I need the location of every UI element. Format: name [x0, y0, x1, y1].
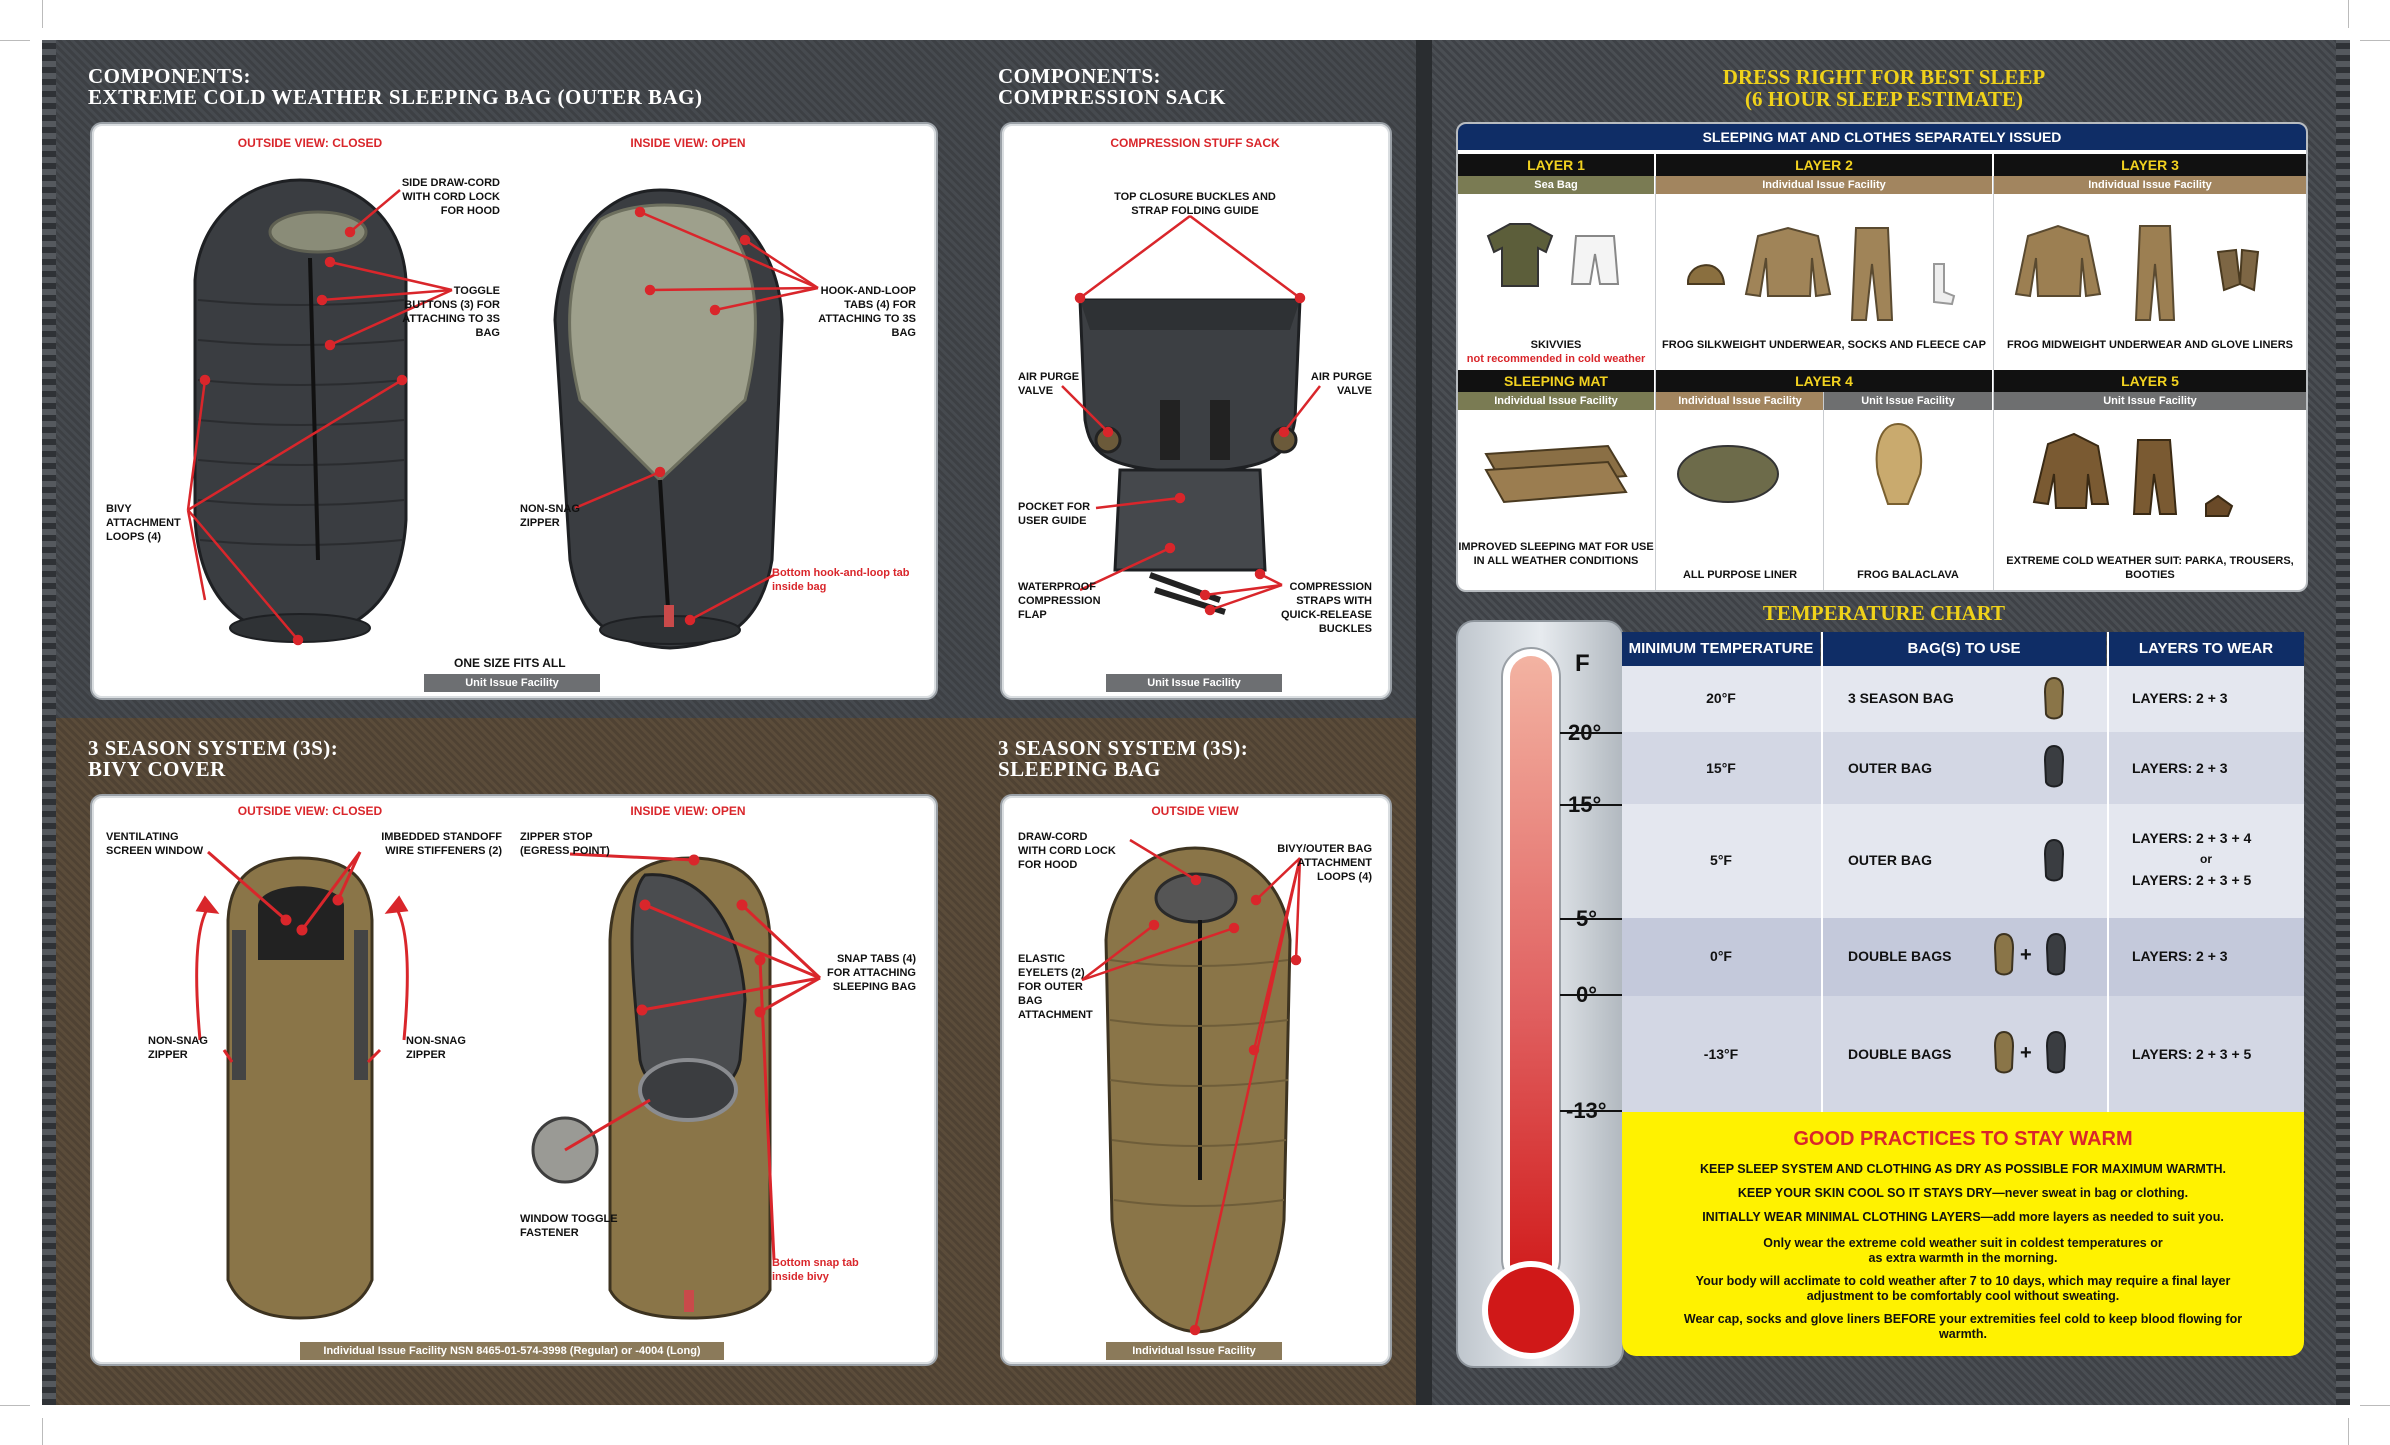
layer5-heading: LAYER 5	[1994, 370, 2306, 392]
clothing-table-header: SLEEPING MAT AND CLOTHES SEPARATELY ISSUED	[1458, 124, 2306, 150]
three-season-bag-icon	[2042, 676, 2066, 722]
tick-minus-13: -13°	[1566, 1098, 1607, 1123]
label-top-closure: TOP CLOSURE BUCKLES AND STRAP FOLDING GUIDE	[1114, 191, 1276, 217]
label-compression-straps: COMPRESSION STRAPS WITH QUICK-RELEASE BUCKLES	[1280, 581, 1372, 635]
row-layers: LAYERS: 2 + 3	[2132, 690, 2228, 706]
compression-sack-title-line1: COMPONENTS:	[998, 64, 1161, 88]
row-bag: DOUBLE BAGS	[1848, 948, 1952, 964]
label-elastic-eyelets: ELASTIC EYELETS (2) FOR OUTER BAG ATTACHMENT	[1018, 953, 1093, 1021]
row-bag: 3 SEASON BAG	[1848, 690, 1954, 706]
mat-caption: IMPROVED SLEEPING MAT FOR USE IN ALL WEATHER CONDITIONS	[1458, 541, 1654, 567]
season-bag-heading: OUTSIDE VIEW	[1151, 804, 1239, 818]
bivy-title-line2: BIVY COVER	[88, 757, 226, 781]
layer3-caption: FROG MIDWEIGHT UNDERWEAR AND GLOVE LINERS	[2007, 339, 2293, 351]
thermometer-unit: F	[1575, 650, 1590, 677]
label-bottom-tab: Bottom hook-and-loop tab inside bag	[772, 567, 910, 593]
practice-line: Your body will acclimate to cold weather after 7 to 10 days, which may require a final layer adjustment to be comfortably cool without sweating.	[1695, 1274, 2231, 1303]
temperature-title: TEMPERATURE CHART	[1762, 601, 2006, 625]
header-bags: BAG(S) TO USE	[1822, 632, 2106, 666]
label-hook-loop-tabs: HOOK-AND-LOOP TABS (4) FOR ATTACHING TO 3S BAG	[818, 285, 916, 339]
season-bag-title-line2: SLEEPING BAG	[998, 757, 1161, 781]
season-bag-title-line1: 3 SEASON SYSTEM (3S):	[998, 736, 1249, 760]
layer3-heading: LAYER 3	[1994, 154, 2306, 176]
outer-bag-icon	[2042, 744, 2066, 790]
header-layers: LAYERS TO WEAR	[2108, 632, 2304, 666]
tick-0: 0°	[1576, 982, 1598, 1007]
practice-line: INITIALLY WEAR MINIMAL CLOTHING LAYERS—add more layers as needed to suit you.	[1702, 1210, 2224, 1224]
temp-row	[1622, 804, 2304, 918]
plus-sign: +	[2020, 1042, 2032, 1064]
label-season-draw-cord: DRAW-CORD WITH CORD LOCK FOR HOOD	[1018, 831, 1116, 871]
header-min-temp: MINIMUM TEMPERATURE	[1622, 632, 1820, 666]
label-snap-tabs: SNAP TABS (4) FOR ATTACHING SLEEPING BAG	[826, 953, 916, 993]
label-toggle-buttons: TOGGLE BUTTONS (3) FOR ATTACHING TO 3S BAG	[402, 285, 500, 339]
outer-bag-icon	[2042, 838, 2066, 884]
label-window-toggle: WINDOW TOGGLE FASTENER	[520, 1213, 618, 1239]
compression-sack-title-line2: COMPRESSION SACK	[998, 85, 1226, 109]
layer2-source: Individual Issue Facility	[1656, 176, 1992, 194]
tick-20: 20°	[1568, 720, 1602, 745]
temp-row	[1622, 666, 2304, 732]
temp-row	[1622, 996, 2304, 1112]
row-bag: OUTER BAG	[1848, 852, 1932, 868]
practice-line: KEEP SLEEP SYSTEM AND CLOTHING AS DRY AS POSSIBLE FOR MAXIMUM WARMTH.	[1700, 1162, 2226, 1176]
label-bivy-zipper-left: NON-SNAG ZIPPER	[148, 1035, 208, 1061]
outer-bag-issue-tag: Unit Issue Facility	[424, 674, 600, 692]
outer-bag-icon	[2044, 1030, 2068, 1076]
dress-title-line1: DRESS RIGHT FOR BEST SLEEP	[1722, 65, 2046, 89]
row-bag: OUTER BAG	[1848, 760, 1932, 776]
row-layers: LAYERS: 2 + 3	[2132, 760, 2228, 776]
tick-15: 15°	[1568, 792, 1602, 817]
compression-sack-heading: COMPRESSION STUFF SACK	[1110, 136, 1280, 150]
layer2-caption: FROG SILKWEIGHT UNDERWEAR, SOCKS AND FLEECE CAP	[1662, 339, 1986, 351]
row-layers-alt: LAYERS: 2 + 3 + 5	[2132, 872, 2252, 888]
outer-bag-inside-heading: INSIDE VIEW: OPEN	[630, 136, 746, 150]
row-temp: -13°F	[1703, 1046, 1739, 1062]
good-practices-box	[1622, 1112, 2304, 1356]
three-season-bag-icon	[1992, 932, 2016, 978]
bivy-outside-heading: OUTSIDE VIEW: CLOSED	[237, 804, 383, 818]
layer5-caption: EXTREME COLD WEATHER SUIT: PARKA, TROUSERS, BOOTIES	[2006, 555, 2294, 581]
outer-bag-icon	[2044, 932, 2068, 978]
outer-bag-title-line2: EXTREME COLD WEATHER SLEEPING BAG (OUTER BAG)	[88, 85, 703, 109]
compression-sack-issue-tag: Unit Issue Facility	[1106, 674, 1282, 692]
plus-sign: +	[2020, 944, 2032, 966]
row-bag: DOUBLE BAGS	[1848, 1046, 1952, 1062]
dress-title-line2: (6 HOUR SLEEP ESTIMATE)	[1745, 87, 2023, 111]
temp-row	[1622, 918, 2304, 996]
label-air-purge-left: AIR PURGE VALVE	[1018, 371, 1080, 397]
row-or: or	[2200, 852, 2212, 866]
temperature-table	[1622, 632, 2304, 1112]
layer3-source: Individual Issue Facility	[1994, 176, 2306, 194]
row-layers: LAYERS: 2 + 3 + 4	[2132, 830, 2252, 846]
outer-bag-title-line1: COMPONENTS:	[88, 64, 251, 88]
label-side-draw-cord: SIDE DRAW-CORD WITH CORD LOCK FOR HOOD	[401, 177, 500, 217]
good-practices-title: GOOD PRACTICES TO STAY WARM	[1793, 1128, 2133, 1150]
label-one-size: ONE SIZE FITS ALL	[454, 656, 566, 670]
row-temp: 5°F	[1710, 852, 1732, 868]
layer4-source-1: Individual Issue Facility	[1656, 392, 1824, 410]
label-compression-flap: WATERPROOF COMPRESSION FLAP	[1018, 581, 1101, 621]
layer1-caption-text: SKIVVIES	[1530, 339, 1582, 351]
label-ventilating-window: VENTILATING SCREEN WINDOW	[106, 831, 204, 857]
layer1-caption-note: not recommended in cold weather	[1466, 353, 1646, 365]
table-divider	[2107, 632, 2109, 1112]
label-pocket-user-guide: POCKET FOR USER GUIDE	[1018, 501, 1091, 527]
bivy-title-line1: 3 SEASON SYSTEM (3S):	[88, 736, 339, 760]
table-divider	[1821, 632, 1823, 1112]
mat-heading: SLEEPING MAT	[1458, 370, 1654, 392]
three-season-bag-icon	[1992, 1030, 2016, 1076]
layer5-source: Unit Issue Facility	[1994, 392, 2306, 410]
outer-bag-outside-heading: OUTSIDE VIEW: CLOSED	[237, 136, 383, 150]
row-layers: LAYERS: 2 + 3	[2132, 948, 2228, 964]
practice-line: Only wear the extreme cold weather suit in coldest temperatures or as extra warmth in the morning.	[1763, 1236, 2163, 1265]
layer2-heading: LAYER 2	[1656, 154, 1992, 176]
layer4-caption-liner: ALL PURPOSE LINER	[1682, 569, 1798, 581]
practice-line: KEEP YOUR SKIN COOL SO IT STAYS DRY—never sweat in bag or clothing.	[1737, 1186, 2189, 1200]
layer1-source: Sea Bag	[1458, 176, 1654, 194]
label-air-purge-right: AIR PURGE VALVE	[1310, 371, 1372, 397]
bivy-issue-tag: Individual Issue Facility NSN 8465-01-574-3998 (Regular) or -4004 (Long)	[300, 1342, 724, 1360]
layer4-heading: LAYER 4	[1656, 370, 1992, 392]
mat-source: Individual Issue Facility	[1458, 392, 1654, 410]
label-standoff-wire: IMBEDDED STANDOFF WIRE STIFFENERS (2)	[381, 831, 502, 857]
practice-line: Wear cap, socks and glove liners BEFORE your extremities feel cold to keep blood flowing for warmth.	[1683, 1312, 2243, 1341]
season-bag-issue-tag: Individual Issue Facility	[1106, 1342, 1282, 1360]
label-non-snag-zipper: NON-SNAG ZIPPER	[520, 503, 580, 529]
label-bottom-snap: Bottom snap tab inside bivy	[772, 1257, 859, 1283]
row-layers: LAYERS: 2 + 3 + 5	[2132, 1046, 2252, 1062]
label-bivy-outer-loops: BIVY/OUTER BAG ATTACHMENT LOOPS (4)	[1277, 843, 1372, 883]
label-bivy-attachment-loops: BIVY ATTACHMENT LOOPS (4)	[106, 503, 181, 543]
bivy-inside-heading: INSIDE VIEW: OPEN	[630, 804, 746, 818]
row-temp: 15°F	[1706, 760, 1736, 776]
label-zipper-stop: ZIPPER STOP (EGRESS POINT)	[520, 831, 610, 857]
layer1-heading: LAYER 1	[1458, 154, 1654, 176]
row-temp: 0°F	[1710, 948, 1732, 964]
layer4-caption-balaclava: FROG BALACLAVA	[1857, 569, 1959, 581]
label-bivy-zipper-right: NON-SNAG ZIPPER	[406, 1035, 466, 1061]
tick-5: 5°	[1576, 906, 1598, 931]
layer4-source-2: Unit Issue Facility	[1824, 392, 1992, 410]
row-temp: 20°F	[1706, 690, 1736, 706]
temp-row	[1622, 732, 2304, 804]
